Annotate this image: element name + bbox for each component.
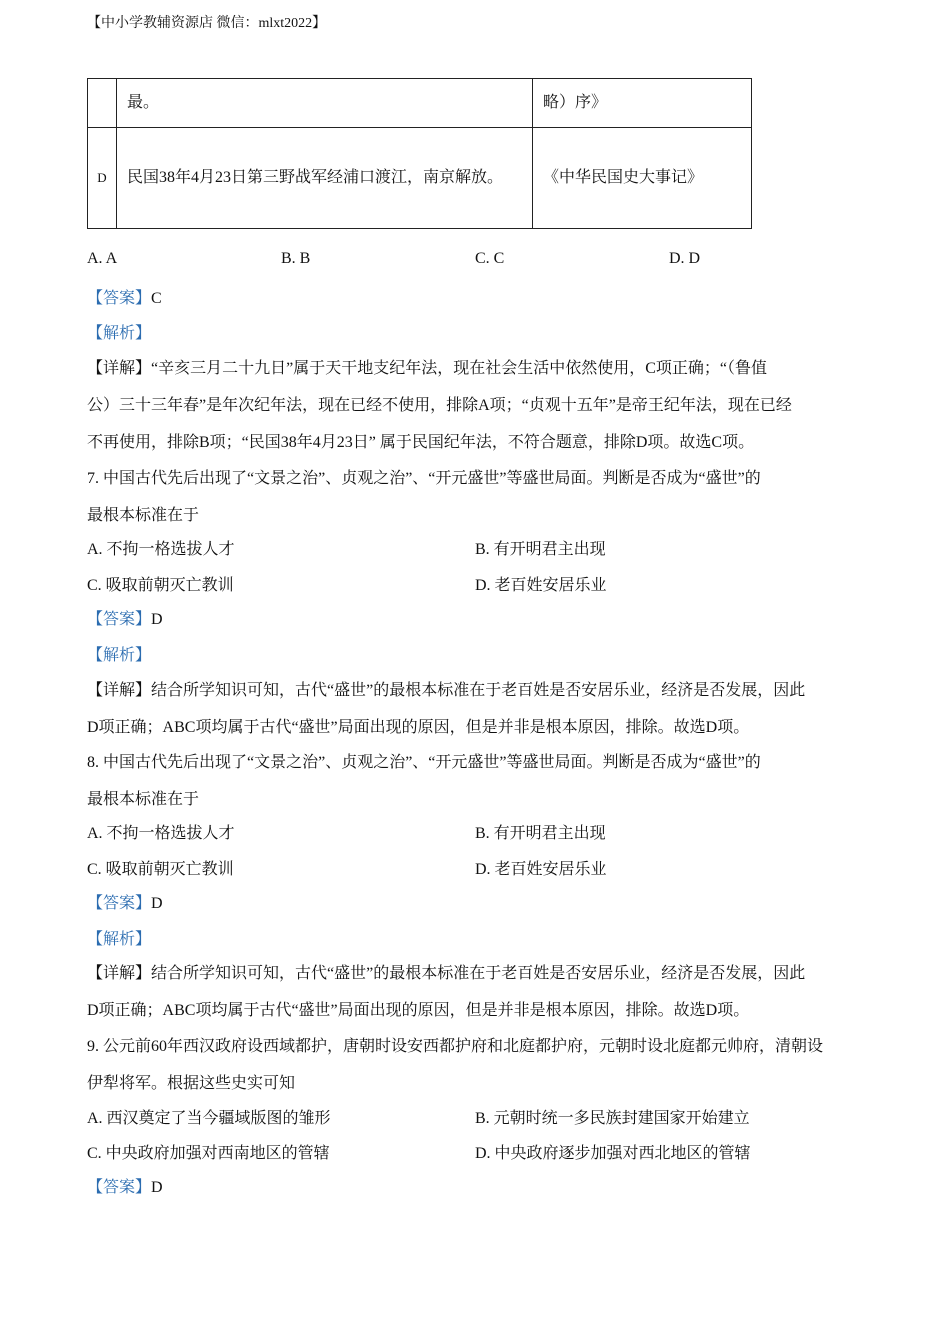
q8-option-c: C. 吸取前朝灭亡教训 (87, 861, 234, 878)
q6-detail-line: 公）三十三年春”是年次纪年法，现在已经不使用，排除A项；“贞观十五年”是帝王纪年法，现在已经 (87, 397, 792, 414)
q6-option-b: B. B (281, 250, 311, 267)
q8-detail-line: 【详解】结合所学知识可知，古代“盛世”的最根本标准在于老百姓是否安居乐业，经济是否发展，因此 (87, 965, 806, 982)
q7-detail-line: 【详解】结合所学知识可知，古代“盛世”的最根本标准在于老百姓是否安居乐业，经济是否发展，因此 (87, 682, 806, 699)
q9-option-a: A. 西汉奠定了当今疆域版图的雏形 (87, 1110, 331, 1127)
q6-option-a: A. A (87, 250, 118, 267)
q7-stem-line: 7. 中国古代先后出现了“文景之治”、贞观之治”、“开元盛世”等盛世局面。判断是否成为“盛世”的 (87, 470, 761, 487)
answer-tag: 【答案】 (87, 611, 152, 628)
source-table (87, 78, 752, 229)
answer-value: D (151, 895, 163, 912)
q6-answer (87, 285, 162, 308)
q9-answer (87, 1174, 163, 1197)
table-row (88, 128, 752, 229)
q6-analysis-tag: 【解析】 (87, 325, 152, 342)
q8-stem-line: 最根本标准在于 (87, 791, 200, 808)
q6-detail-line: 不再使用，排除B项；“民国38年4月23日” 属于民国纪年法，不符合题意，排除D项。故选C项。 (87, 434, 755, 451)
q7-analysis-tag: 【解析】 (87, 647, 152, 664)
answer-value: D (151, 1179, 163, 1196)
q8-stem-line: 8. 中国古代先后出现了“文景之治”、贞观之治”、“开元盛世”等盛世局面。判断是否成为“盛世”的 (87, 754, 761, 771)
q9-stem-line: 伊犁将军。根据这些史实可知 (87, 1075, 296, 1092)
q6-option-d: D. D (669, 250, 701, 267)
table-row (88, 79, 752, 128)
q8-detail-line: D项正确；ABC项均属于古代“盛世”局面出现的原因，但是并非是根本原因，排除。故选D项。 (87, 1002, 750, 1019)
q7-detail-line: D项正确；ABC项均属于古代“盛世”局面出现的原因，但是并非是根本原因，排除。故选D项。 (87, 719, 750, 736)
q6-option-c: C. C (475, 250, 505, 267)
row-source: 略）序》 (533, 79, 752, 128)
row-event: 民国38年4月23日第三野战军经浦口渡江，南京解放。 (117, 128, 533, 229)
answer-tag: 【答案】 (87, 290, 152, 307)
q7-option-d: D. 老百姓安居乐业 (475, 577, 607, 594)
q7-option-a: A. 不拘一格选拔人才 (87, 541, 235, 558)
row-event: 最。 (117, 79, 533, 128)
answer-tag: 【答案】 (87, 1179, 152, 1196)
row-letter: D (88, 128, 117, 229)
q8-option-d: D. 老百姓安居乐业 (475, 861, 607, 878)
q7-answer (87, 606, 163, 629)
q9-option-b: B. 元朝时统一多民族封建国家开始建立 (475, 1110, 750, 1127)
row-source: 《中华民国史大事记》 (533, 128, 752, 229)
q9-stem-line: 9. 公元前60年西汉政府设西域都护，唐朝时设安西都护府和北庭都护府，元朝时设北庭都元帅府，清朝设 (87, 1038, 824, 1055)
q8-answer (87, 890, 163, 913)
answer-value: C (151, 290, 162, 307)
q9-option-d: D. 中央政府逐步加强对西北地区的管辖 (475, 1145, 751, 1162)
q6-detail-line: 【详解】“辛亥三月二十九日”属于天干地支纪年法，现在社会生活中依然使用，C项正确；“（鲁值 (87, 360, 767, 377)
q7-stem-line: 最根本标准在于 (87, 507, 200, 524)
q8-option-a: A. 不拘一格选拔人才 (87, 825, 235, 842)
q7-option-c: C. 吸取前朝灭亡教训 (87, 577, 234, 594)
q9-option-c: C. 中央政府加强对西南地区的管辖 (87, 1145, 330, 1162)
answer-value: D (151, 611, 163, 628)
q8-analysis-tag: 【解析】 (87, 931, 152, 948)
page-header: 【中小学教辅资源店 微信：mlxt2022】 (87, 16, 327, 31)
row-letter (88, 79, 117, 128)
q8-option-b: B. 有开明君主出现 (475, 825, 606, 842)
q7-option-b: B. 有开明君主出现 (475, 541, 606, 558)
answer-tag: 【答案】 (87, 895, 152, 912)
